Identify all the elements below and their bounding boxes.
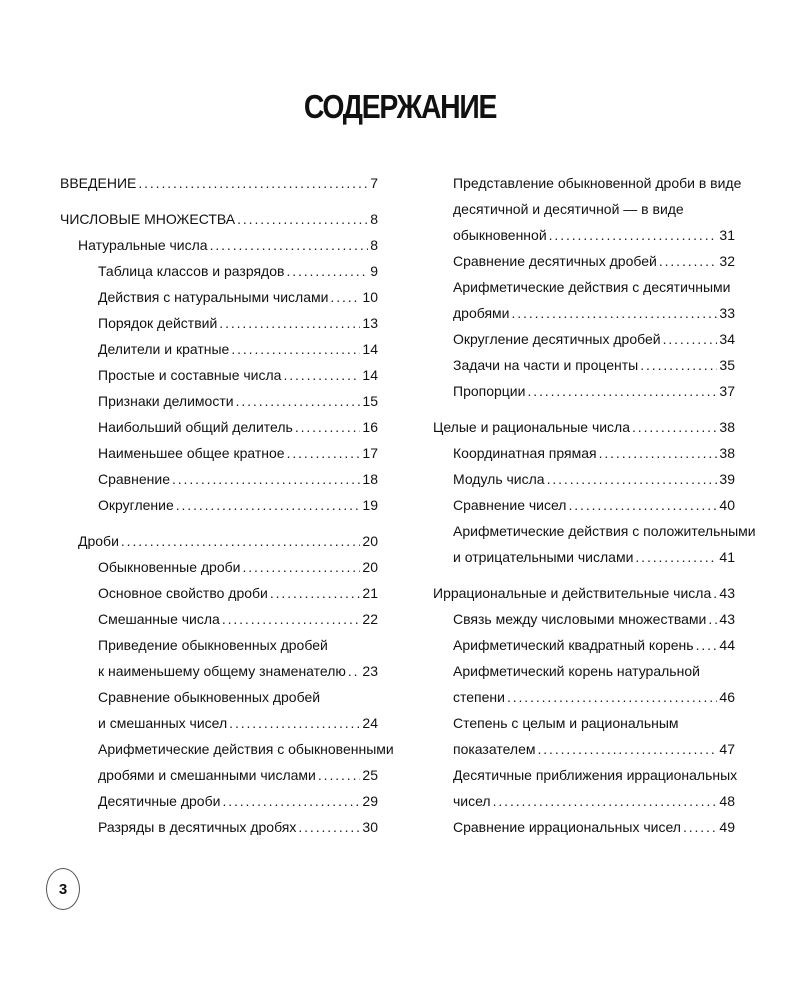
toc-entry-decimal-comparison[interactable]: Сравнение десятичных дробей . . . 32 <box>453 248 735 274</box>
toc-entry[interactable]: Сравнение . . . 18 <box>98 466 378 492</box>
toc-left-column <box>60 170 394 840</box>
toc-entry[interactable]: Простые и составные числа . . . 14 <box>98 362 378 388</box>
toc-entry-power[interactable]: Степень с целым и рациональным показателем . . . 47 <box>453 710 735 762</box>
toc-entry-reduction[interactable]: Приведение обыкновенных дробей к наименьшему общему знаменателю . . . 23 <box>98 632 378 684</box>
toc-entry-fractions[interactable]: Дроби . . . 20 <box>78 528 378 554</box>
toc-entry[interactable]: Пропорции . . . 37 <box>453 378 735 404</box>
toc-entry[interactable]: Наименьшее общее кратное . . . 17 <box>98 440 378 466</box>
toc-entry[interactable]: Основное свойство дроби . . . 21 <box>98 580 378 606</box>
toc-entry-number-sets[interactable]: ЧИСЛОВЫЕ МНОЖЕСТВА . . . 8 <box>60 206 378 232</box>
toc-entry[interactable]: Округление . . . 19 <box>98 492 378 518</box>
toc-entry[interactable]: Таблица классов и разрядов . . . 9 <box>98 258 378 284</box>
toc-entry[interactable]: Делители и кратные . . . 14 <box>98 336 378 362</box>
toc-entry[interactable]: Задачи на части и проценты . . . 35 <box>453 352 735 378</box>
toc-entry-irrational[interactable]: Иррациональные и действительные числа . . . 43 <box>433 580 735 606</box>
toc-entry-introduction[interactable]: ВВЕДЕНИЕ . . . 7 <box>60 170 378 196</box>
toc-entry-integers[interactable]: Целые и рациональные числа . . . 38 <box>433 414 735 440</box>
toc-entry[interactable]: Разряды в десятичных дробях . . . 30 <box>98 814 378 840</box>
toc-entry[interactable]: Признаки делимости . . . 15 <box>98 388 378 414</box>
toc-entry-signed-arithmetic[interactable]: Арифметические действия с положительными и отрицательными числами . . . 41 <box>453 518 735 570</box>
toc-entry-fraction-arithmetic[interactable]: Арифметические действия с обыкновенными дробями и смешанными числами . . . 25 <box>98 736 378 788</box>
toc-entry[interactable]: Смешанные числа . . . 22 <box>98 606 378 632</box>
toc-entry-natural-numbers[interactable]: Натуральные числа . . . 8 <box>78 232 378 258</box>
toc-entry[interactable]: Наибольший общий делитель . . . 16 <box>98 414 378 440</box>
toc-right-column <box>433 170 756 840</box>
toc-entry[interactable]: Связь между числовыми множествами . . . 43 <box>453 606 735 632</box>
toc-entry[interactable]: Сравнение чисел . . . 40 <box>453 492 735 518</box>
toc-entry[interactable]: Десятичные дроби . . . 29 <box>98 788 378 814</box>
toc-entry-representation[interactable]: Представление обыкновенной дроби в виде десятичной и десятичной — в виде обыкновенной . . . 31 <box>453 170 735 248</box>
toc-entry[interactable]: Модуль числа . . . 39 <box>453 466 735 492</box>
page-number: 3 <box>46 868 80 910</box>
toc-entry[interactable]: Действия с натуральными числами . . . 10 <box>98 284 378 310</box>
toc-entry-nth-root[interactable]: Арифметический корень натуральной степени . . . 46 <box>453 658 735 710</box>
toc-entry[interactable]: Порядок действий . . . 13 <box>98 310 378 336</box>
toc-entry-fraction-comparison[interactable]: Сравнение обыкновенных дробей и смешанных чисел . . . 24 <box>98 684 378 736</box>
toc-entry-decimal-arithmetic[interactable]: Арифметические действия с десятичными дробями . . . 33 <box>453 274 735 326</box>
toc-entry-approximations[interactable]: Десятичные приближения иррациональных чисел . . . 48 <box>453 762 735 814</box>
toc-entry[interactable]: Координатная прямая . . . 38 <box>453 440 735 466</box>
toc-entry[interactable]: Обыкновенные дроби . . . 20 <box>98 554 378 580</box>
toc-entry[interactable]: Округление десятичных дробей . . . 34 <box>453 326 735 352</box>
page-title: СОДЕРЖАНИЕ <box>303 88 497 125</box>
toc-entry-irrational-comparison[interactable]: Сравнение иррациональных чисел . . . 49 <box>453 814 735 840</box>
toc-entry[interactable]: Арифметический квадратный корень . . . 44 <box>453 632 735 658</box>
